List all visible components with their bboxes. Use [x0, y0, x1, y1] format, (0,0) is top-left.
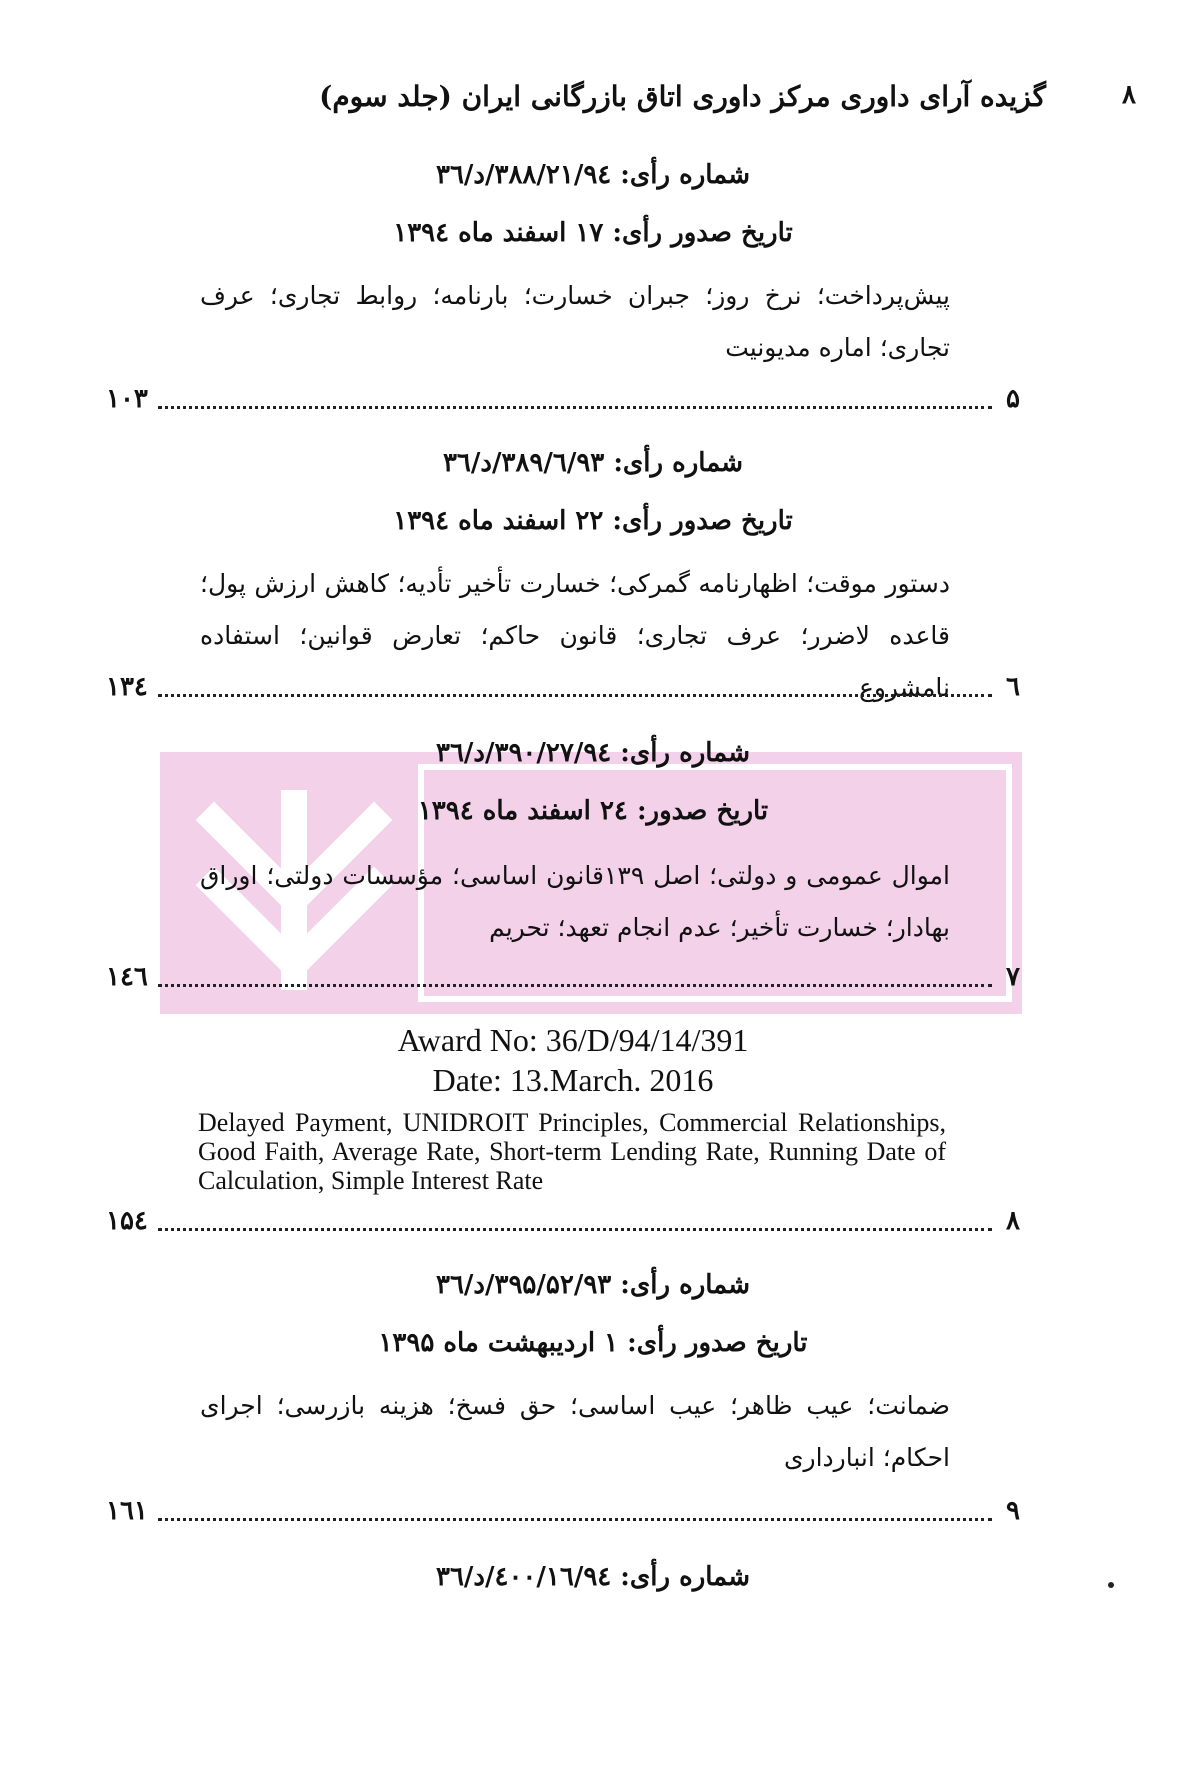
- toc-number: ۹: [1006, 1496, 1020, 1526]
- page-number: ۸: [1122, 80, 1136, 110]
- toc-page: ۱٦۱: [106, 1496, 148, 1526]
- toc-leader: [158, 1228, 992, 1231]
- toc-page: ۱٤٦: [106, 962, 148, 992]
- toc-entry-9[interactable]: [100, 1496, 1020, 1532]
- award-keywords: دستور موقت؛ اظهارنامه گمرکی؛ خسارت تأخیر تأدیه؛ کاهش ارزش پول؛ قاعده لاضرر؛ عرف تجاری؛ قانون حاکم؛ تعارض قوانین؛ استفاده نامشروع: [200, 569, 950, 702]
- toc-page: ۱۵٤: [106, 1206, 148, 1236]
- award-date: تاریخ صدور رأی: ۱ اردیبهشت ماه ۱۳۹۵: [378, 1328, 808, 1358]
- toc-page: ۱۳٤: [106, 672, 148, 702]
- toc-leader: [158, 1518, 992, 1521]
- award-number: شماره رأی: ۳۹۵/۵۲/۹۳/د/۳٦: [435, 1270, 750, 1300]
- toc-entry-8[interactable]: [100, 1206, 1020, 1242]
- toc-leader: [158, 984, 992, 987]
- toc-leader: [158, 406, 992, 409]
- toc-entry-6[interactable]: [100, 672, 1020, 708]
- page-header: [100, 80, 1136, 120]
- award-keywords: ضمانت؛ عیب ظاهر؛ عیب اساسی؛ حق فسخ؛ هزینه بازرسی؛ اجرای احکام؛ انبارداری: [200, 1391, 950, 1472]
- award-number: Award No: 36/D/94/14/391: [397, 1022, 749, 1058]
- award-date: تاریخ صدور: ۲٤ اسفند ماه ۱۳۹٤: [417, 796, 769, 826]
- toc-leader: [158, 694, 992, 697]
- toc-number: ۵: [1006, 384, 1020, 414]
- margin-dot: [1108, 1582, 1114, 1588]
- toc-entry-7[interactable]: [100, 962, 1020, 998]
- toc-number: ۷: [1006, 962, 1020, 992]
- toc-entry-5[interactable]: [100, 384, 1020, 420]
- toc-number: ۸: [1006, 1206, 1020, 1236]
- award-number: شماره رأی: ۳۹۰/۲۷/۹٤/د/۳٦: [435, 738, 750, 768]
- award-keywords: Delayed Payment, UNIDROIT Principles, Commercial Relationships, Good Faith, Average Rate, Short-term Lending Rate, Running Date of Calculation, Simple Interest Rate: [198, 1108, 946, 1195]
- book-title: گزیده آرای داوری مرکز داوری اتاق بازرگانی ایران (جلد سوم): [319, 80, 1046, 113]
- award-number: شماره رأی: ۳۸۸/۲۱/۹٤/د/۳٦: [435, 160, 750, 190]
- award-date: Date: 13.March. 2016: [432, 1062, 714, 1098]
- toc-number: ٦: [1006, 672, 1020, 702]
- toc-page: ۱۰۳: [106, 384, 148, 414]
- award-number: شماره رأی: ٤۰۰/۱٦/۹٤/د/۳٦: [435, 1562, 750, 1592]
- award-number: شماره رأی: ۳۸۹/٦/۹۳/د/۳٦: [442, 448, 744, 478]
- award-keywords: اموال عمومی و دولتی؛ اصل ۱۳۹قانون اساسی؛ مؤسسات دولتی؛ اوراق بهادار؛ خسارت تأخیر؛ عدم انجام تعهد؛ تحریم: [200, 861, 950, 942]
- award-keywords: پیش‌پرداخت؛ نرخ روز؛ جبران خسارت؛ بارنامه؛ روابط تجاری؛ عرف تجاری؛ اماره مدیونیت: [200, 281, 950, 362]
- award-date: تاریخ صدور رأی: ۱۷ اسفند ماه ۱۳۹٤: [393, 218, 793, 248]
- award-date: تاریخ صدور رأی: ۲۲ اسفند ماه ۱۳۹٤: [393, 506, 793, 536]
